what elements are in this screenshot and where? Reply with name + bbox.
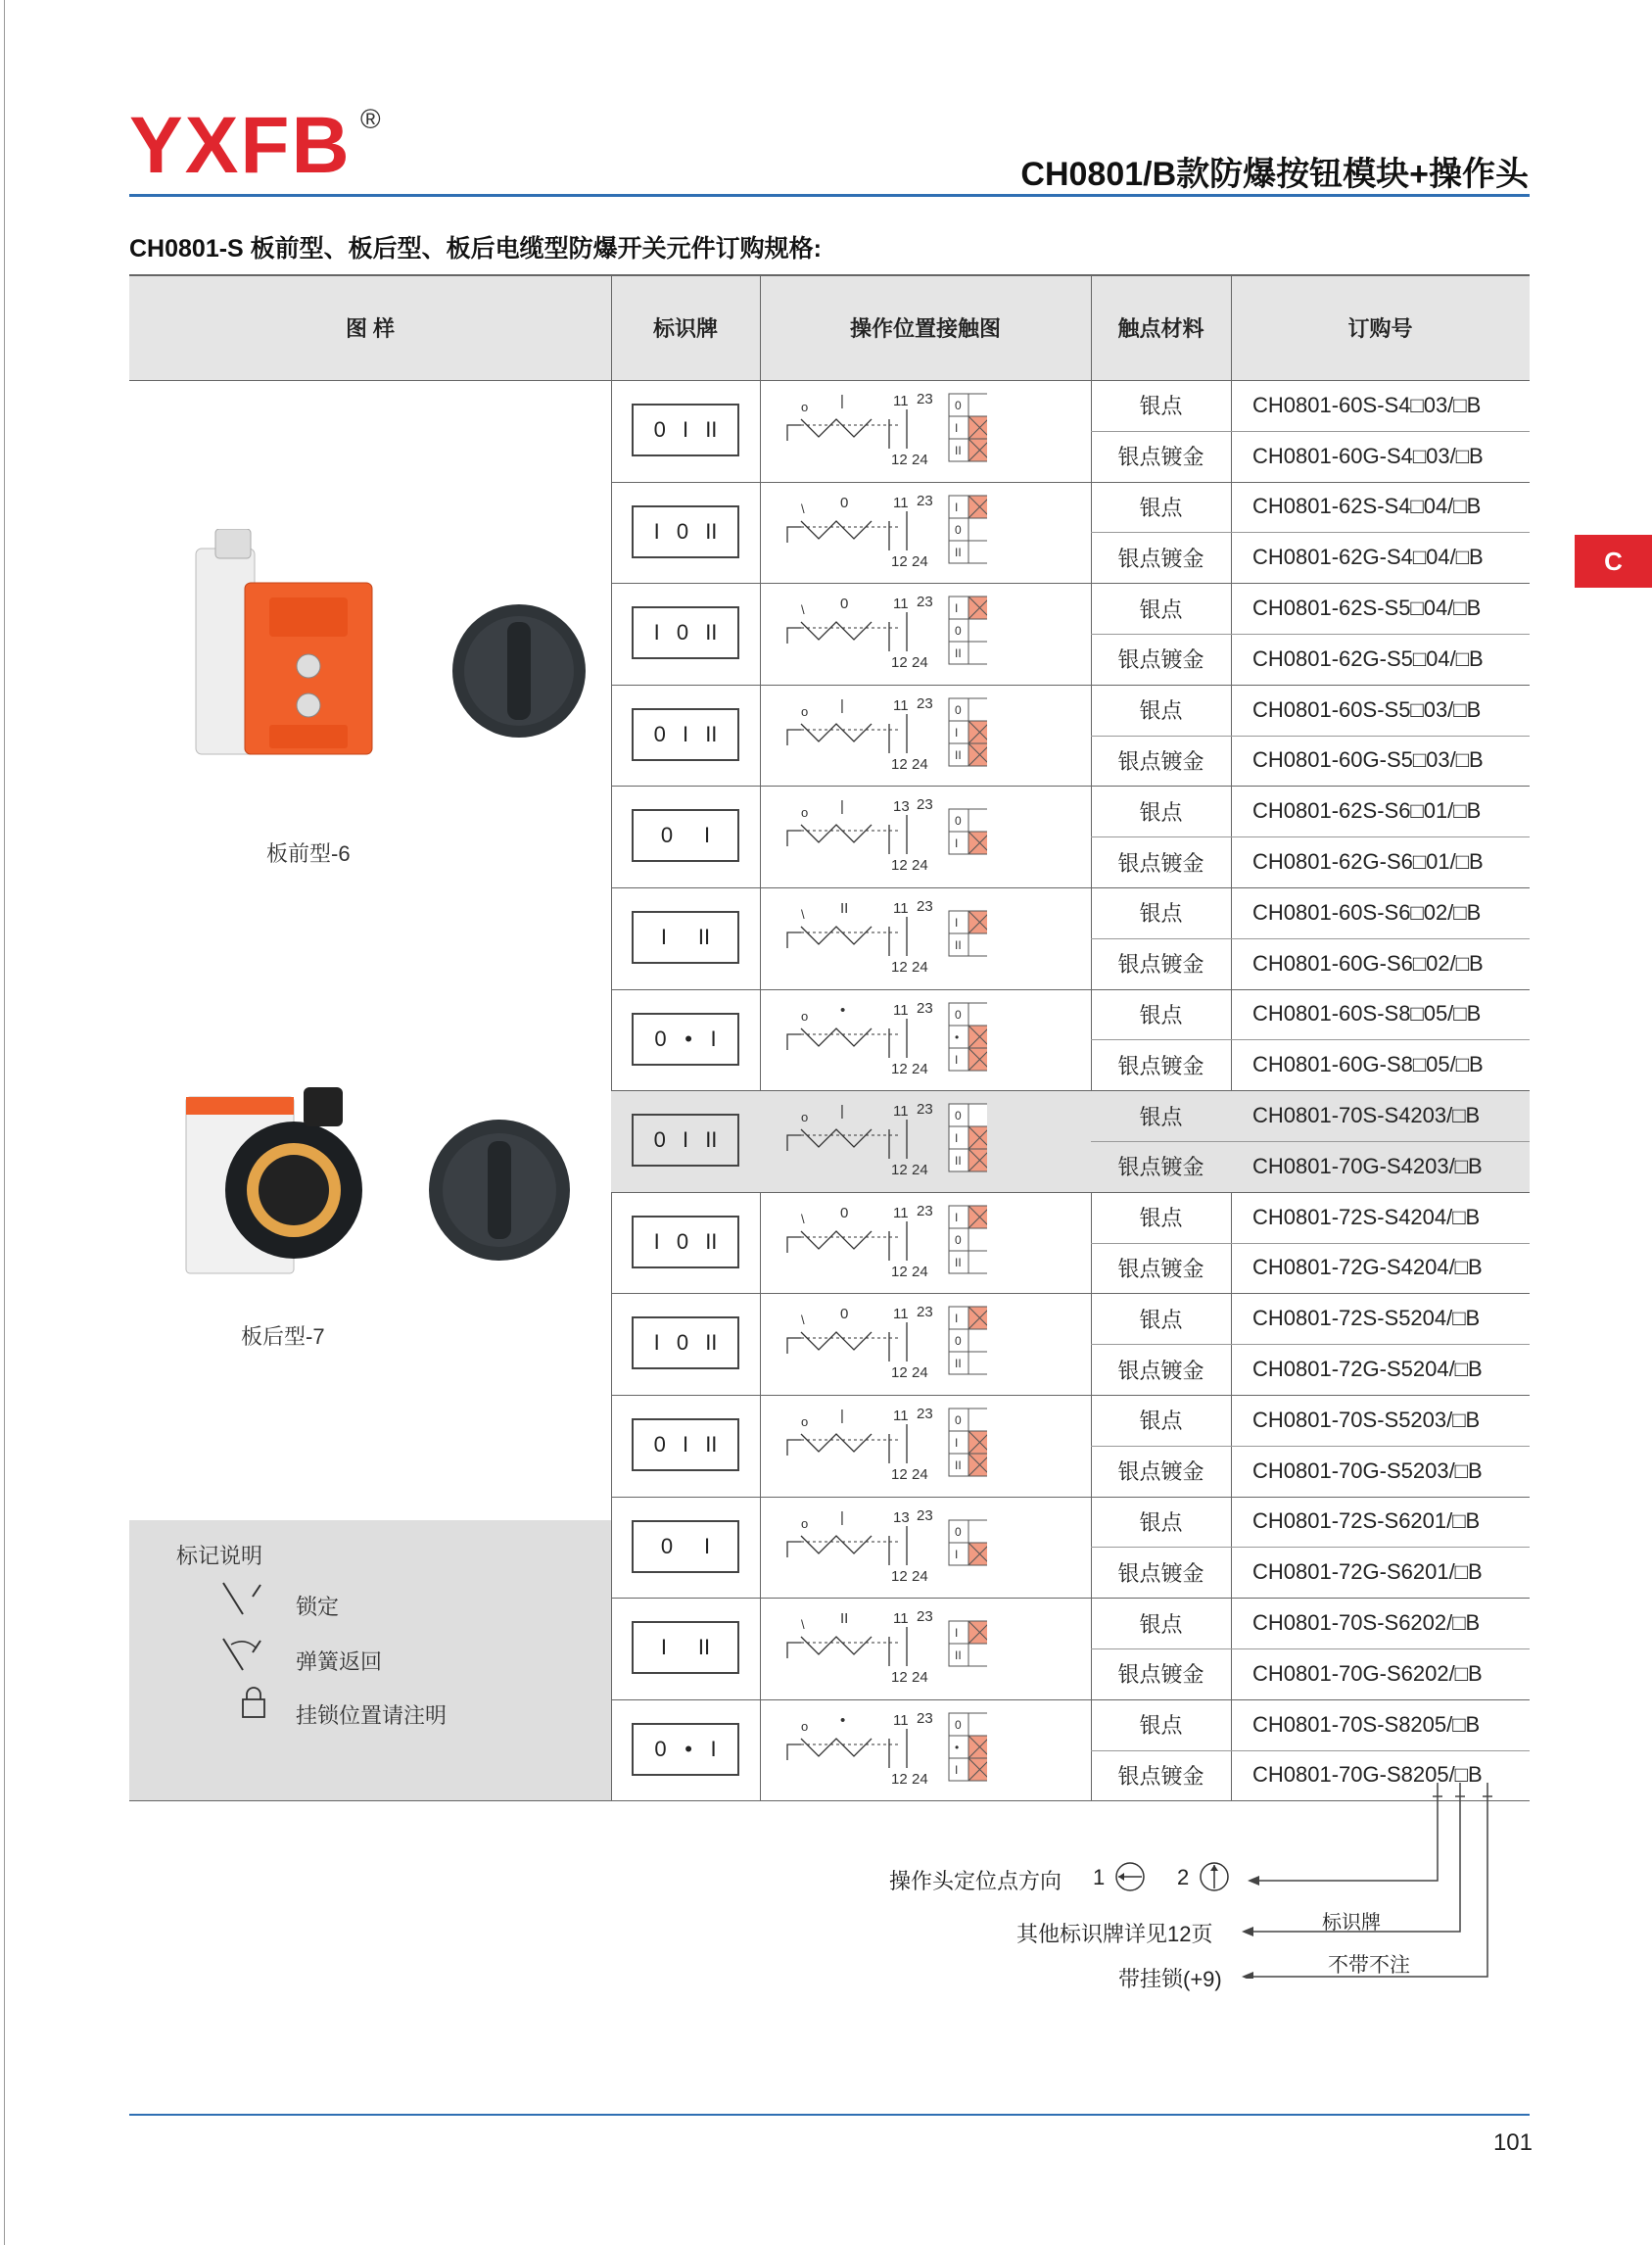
sign-symbol: II bbox=[705, 1127, 718, 1153]
sign-plate bbox=[632, 1013, 739, 1066]
sign-symbol: 0 bbox=[676, 1330, 689, 1356]
photo-label-rear: 板后型-7 bbox=[241, 1324, 325, 1349]
sign-plate bbox=[632, 404, 739, 456]
svg-text:0: 0 bbox=[840, 494, 849, 511]
svg-text:\: \ bbox=[801, 1313, 805, 1328]
sign-symbol: I bbox=[653, 620, 660, 645]
order-number: CH0801-70G-S4203/□B bbox=[1252, 1153, 1483, 1178]
sign-symbol: 0 bbox=[653, 721, 666, 746]
svg-text:II: II bbox=[955, 938, 962, 952]
svg-text:I: I bbox=[955, 1312, 959, 1326]
svg-text:0: 0 bbox=[955, 624, 962, 639]
order-number: CH0801-70S-S4203/□B bbox=[1252, 1103, 1481, 1128]
sign-plate bbox=[632, 1621, 739, 1674]
contact-diagram bbox=[762, 1090, 987, 1192]
svg-text:o: o bbox=[801, 1718, 809, 1734]
svg-text:12: 12 bbox=[891, 1669, 908, 1687]
table-header-2: 操作位置接触图 bbox=[760, 274, 1091, 380]
svg-text:I: I bbox=[955, 1210, 959, 1224]
photo-label-front: 板前型-6 bbox=[266, 841, 351, 866]
table-header-0: 图 样 bbox=[129, 274, 611, 380]
svg-text:11: 11 bbox=[893, 1610, 909, 1628]
svg-text:12: 12 bbox=[891, 959, 908, 976]
sign-symbol: II bbox=[697, 1635, 711, 1660]
contact-material: 银点 bbox=[1139, 799, 1183, 825]
svg-text:\: \ bbox=[801, 907, 805, 922]
svg-text:24: 24 bbox=[912, 959, 928, 976]
svg-text:|: | bbox=[840, 393, 844, 409]
svg-text:24: 24 bbox=[912, 1364, 928, 1382]
svg-text:I: I bbox=[955, 916, 959, 930]
order-number: CH0801-60G-S8□05/□B bbox=[1252, 1052, 1484, 1077]
order-number: CH0801-70G-S6202/□B bbox=[1252, 1660, 1483, 1686]
order-number: CH0801-62S-S5□04/□B bbox=[1252, 596, 1482, 621]
svg-text:o: o bbox=[801, 400, 809, 414]
sign-plate bbox=[632, 1418, 739, 1471]
svg-text:o: o bbox=[801, 1110, 809, 1125]
note-other-signs: 其他标识牌详见12页 bbox=[1016, 1922, 1213, 1946]
lock-symbol-icon bbox=[217, 1579, 276, 1618]
sign-symbol: 0 bbox=[653, 417, 666, 442]
legend-panel bbox=[129, 1520, 611, 1800]
svg-text:I: I bbox=[955, 1762, 959, 1777]
svg-text:I: I bbox=[955, 601, 959, 616]
order-number: CH0801-70G-S8205/□B bbox=[1252, 1762, 1483, 1788]
svg-text:0: 0 bbox=[955, 814, 962, 829]
legend-lock-label: 锁定 bbox=[296, 1595, 340, 1619]
page-title: CH0801/B款防爆按钮模块+操作头 bbox=[1020, 156, 1529, 193]
contact-material: 银点镀金 bbox=[1117, 1358, 1204, 1383]
svg-text:23: 23 bbox=[917, 391, 933, 407]
sign-symbol: 0 bbox=[676, 518, 689, 544]
sign-plate bbox=[632, 606, 739, 659]
svg-text:24: 24 bbox=[912, 1162, 928, 1179]
legend-spring-label: 弹簧返回 bbox=[296, 1649, 383, 1674]
svg-text:|: | bbox=[840, 1408, 844, 1424]
svg-text:o: o bbox=[801, 703, 809, 719]
sign-symbol: I bbox=[653, 1330, 660, 1356]
svg-text:11: 11 bbox=[893, 494, 909, 511]
svg-text:•: • bbox=[955, 1029, 960, 1044]
svg-text:0: 0 bbox=[955, 1524, 962, 1539]
sign-plate bbox=[632, 1114, 739, 1167]
spring-return-icon bbox=[217, 1635, 276, 1674]
rear-panel-module-photo bbox=[176, 1077, 588, 1283]
svg-text:24: 24 bbox=[912, 755, 928, 773]
sign-symbol: II bbox=[705, 721, 718, 746]
svg-text:II: II bbox=[955, 1154, 962, 1169]
svg-text:12: 12 bbox=[891, 1060, 908, 1077]
svg-text:|: | bbox=[840, 798, 844, 816]
sign-symbol: 0 bbox=[676, 620, 689, 645]
note-direction-option-2: 2 bbox=[1177, 1865, 1190, 1889]
svg-text:23: 23 bbox=[917, 694, 933, 712]
contact-material: 银点镀金 bbox=[1117, 647, 1204, 673]
contact-diagram bbox=[762, 380, 987, 482]
padlock-icon bbox=[239, 1685, 268, 1720]
svg-text:13: 13 bbox=[893, 798, 910, 816]
svg-text:•: • bbox=[840, 1001, 846, 1019]
table-header-4: 订购号 bbox=[1231, 274, 1530, 380]
svg-text:24: 24 bbox=[912, 857, 928, 875]
svg-text:23: 23 bbox=[917, 492, 933, 509]
contact-diagram bbox=[762, 786, 987, 887]
order-number: CH0801-72S-S5204/□B bbox=[1252, 1306, 1481, 1331]
svg-text:|: | bbox=[840, 696, 844, 714]
order-number: CH0801-60G-S4□03/□B bbox=[1252, 443, 1484, 468]
svg-text:0: 0 bbox=[840, 1204, 849, 1221]
svg-text:0: 0 bbox=[955, 399, 962, 412]
svg-text:o: o bbox=[801, 1008, 809, 1024]
sign-symbol: I bbox=[710, 1736, 717, 1761]
contact-diagram bbox=[762, 482, 987, 584]
svg-text:11: 11 bbox=[893, 696, 909, 714]
svg-text:11: 11 bbox=[893, 596, 909, 613]
svg-text:I: I bbox=[955, 1436, 959, 1450]
section-tab-c[interactable]: C bbox=[1575, 535, 1652, 588]
svg-text:23: 23 bbox=[917, 594, 933, 611]
contact-material: 银点 bbox=[1139, 394, 1183, 419]
sign-symbol: 0 bbox=[676, 1228, 689, 1254]
svg-text:11: 11 bbox=[893, 1408, 909, 1424]
svg-text:11: 11 bbox=[893, 1103, 909, 1121]
svg-text:o: o bbox=[801, 805, 809, 821]
order-number: CH0801-72S-S4204/□B bbox=[1252, 1204, 1481, 1229]
registered-mark: ® bbox=[360, 104, 381, 134]
svg-text:23: 23 bbox=[917, 1304, 933, 1321]
svg-text:24: 24 bbox=[912, 654, 928, 672]
svg-text:23: 23 bbox=[917, 1406, 933, 1422]
svg-text:12: 12 bbox=[891, 452, 908, 468]
order-number: CH0801-60S-S5□03/□B bbox=[1252, 696, 1482, 722]
svg-text:24: 24 bbox=[912, 1567, 928, 1585]
contact-material: 银点镀金 bbox=[1117, 850, 1204, 876]
direction-1-icon bbox=[1112, 1861, 1152, 1892]
svg-text:I: I bbox=[955, 1052, 959, 1067]
contact-material: 银点镀金 bbox=[1117, 1459, 1204, 1485]
svg-text:II: II bbox=[955, 1357, 962, 1371]
sign-plate bbox=[632, 1520, 739, 1573]
sign-symbol: I bbox=[710, 1026, 717, 1051]
svg-text:12: 12 bbox=[891, 1263, 908, 1280]
order-number: CH0801-60G-S6□02/□B bbox=[1252, 950, 1484, 976]
header-rule bbox=[129, 194, 1530, 197]
svg-text:I: I bbox=[955, 1131, 959, 1146]
sign-symbol: I bbox=[703, 823, 711, 848]
contact-material: 银点 bbox=[1139, 1713, 1183, 1739]
svg-text:23: 23 bbox=[917, 1101, 933, 1119]
svg-text:24: 24 bbox=[912, 1263, 928, 1280]
note-sign-code: 标识牌 bbox=[1322, 1912, 1381, 1934]
legend-title: 标记说明 bbox=[176, 1544, 263, 1568]
sign-plate bbox=[632, 708, 739, 761]
svg-text:24: 24 bbox=[912, 552, 928, 570]
sign-symbol: 0 bbox=[660, 823, 674, 848]
sign-plate bbox=[632, 1216, 739, 1268]
sign-symbol: • bbox=[684, 1026, 692, 1051]
svg-text:II: II bbox=[955, 1255, 962, 1269]
order-number: CH0801-62G-S6□01/□B bbox=[1252, 849, 1484, 875]
svg-text:I: I bbox=[955, 1547, 959, 1561]
legend-padlock-label: 挂锁位置请注明 bbox=[296, 1703, 448, 1728]
contact-material: 银点 bbox=[1139, 1409, 1183, 1434]
contact-material: 银点镀金 bbox=[1117, 546, 1204, 571]
svg-text:II: II bbox=[955, 747, 962, 762]
svg-text:0: 0 bbox=[955, 522, 962, 537]
sign-symbol: II bbox=[705, 1432, 718, 1457]
sign-symbol: II bbox=[705, 1330, 718, 1356]
svg-text:13: 13 bbox=[893, 1508, 910, 1526]
contact-diagram bbox=[762, 1293, 987, 1395]
front-panel-module-photo bbox=[186, 529, 597, 784]
svg-text:0: 0 bbox=[955, 1109, 962, 1123]
svg-text:11: 11 bbox=[893, 1711, 909, 1729]
svg-text:0: 0 bbox=[955, 1334, 962, 1349]
sign-symbol: I bbox=[703, 1533, 711, 1558]
svg-text:II: II bbox=[955, 545, 962, 559]
table-top-rule bbox=[129, 274, 1530, 276]
svg-text:12: 12 bbox=[891, 857, 908, 875]
contact-material: 银点镀金 bbox=[1117, 1256, 1204, 1281]
sign-symbol: II bbox=[705, 417, 718, 442]
svg-text:23: 23 bbox=[917, 1709, 933, 1727]
order-number: CH0801-70S-S8205/□B bbox=[1252, 1711, 1481, 1737]
contact-material: 银点镀金 bbox=[1117, 1053, 1204, 1078]
sign-symbol: 0 bbox=[654, 1736, 667, 1761]
page-number: 101 bbox=[1492, 2129, 1533, 2156]
svg-text:0: 0 bbox=[955, 1007, 962, 1022]
contact-material: 银点 bbox=[1139, 1611, 1183, 1637]
order-number: CH0801-62G-S4□04/□B bbox=[1252, 545, 1484, 570]
section-subtitle: CH0801-S 板前型、板后型、板后电缆型防爆开关元件订购规格: bbox=[129, 235, 822, 263]
svg-text:0: 0 bbox=[955, 1232, 962, 1247]
svg-text:0: 0 bbox=[955, 702, 962, 717]
svg-text:0: 0 bbox=[955, 1717, 962, 1732]
svg-text:12: 12 bbox=[891, 1364, 908, 1382]
svg-text:II: II bbox=[840, 900, 849, 917]
svg-text:23: 23 bbox=[917, 796, 933, 814]
contact-material: 银点 bbox=[1139, 698, 1183, 724]
sign-symbol: I bbox=[682, 417, 689, 442]
svg-text:II: II bbox=[955, 444, 962, 457]
svg-text:II: II bbox=[955, 1458, 962, 1472]
contact-material: 银点 bbox=[1139, 597, 1183, 622]
order-number: CH0801-62S-S4□04/□B bbox=[1252, 494, 1482, 519]
sign-plate bbox=[632, 1723, 739, 1776]
contact-diagram bbox=[762, 887, 987, 989]
svg-text:0: 0 bbox=[840, 596, 849, 613]
svg-text:I: I bbox=[955, 725, 959, 740]
contact-material: 银点 bbox=[1139, 1104, 1183, 1129]
contact-diagram bbox=[762, 583, 987, 685]
sign-symbol: II bbox=[705, 518, 718, 544]
sign-plate bbox=[632, 809, 739, 862]
svg-text:11: 11 bbox=[893, 393, 909, 409]
sign-symbol: • bbox=[684, 1736, 692, 1761]
svg-text:|: | bbox=[840, 1103, 844, 1121]
sign-symbol: 0 bbox=[653, 1127, 666, 1153]
sign-plate bbox=[632, 1316, 739, 1369]
order-number: CH0801-70G-S5203/□B bbox=[1252, 1457, 1483, 1483]
svg-text:12: 12 bbox=[891, 755, 908, 773]
order-number: CH0801-60S-S4□03/□B bbox=[1252, 392, 1482, 417]
svg-text:23: 23 bbox=[917, 1202, 933, 1219]
order-number: CH0801-72G-S6201/□B bbox=[1252, 1559, 1483, 1585]
svg-text:•: • bbox=[955, 1740, 960, 1754]
svg-text:24: 24 bbox=[912, 1770, 928, 1788]
table-header-1: 标识牌 bbox=[611, 274, 760, 380]
svg-text:12: 12 bbox=[891, 1567, 908, 1585]
svg-text:11: 11 bbox=[893, 1001, 909, 1019]
brand-logo: YXFB bbox=[129, 101, 352, 190]
contact-material: 银点 bbox=[1139, 1509, 1183, 1535]
contact-material: 银点 bbox=[1139, 901, 1183, 927]
contact-material: 银点 bbox=[1139, 495, 1183, 520]
order-number: CH0801-72G-S4204/□B bbox=[1252, 1255, 1483, 1280]
sign-symbol: I bbox=[682, 1127, 689, 1153]
contact-material: 银点镀金 bbox=[1117, 952, 1204, 978]
sign-symbol: I bbox=[682, 1432, 689, 1457]
svg-text:11: 11 bbox=[893, 1306, 909, 1323]
svg-text:23: 23 bbox=[917, 999, 933, 1017]
sign-symbol: I bbox=[682, 721, 689, 746]
order-number: CH0801-62G-S5□04/□B bbox=[1252, 645, 1484, 671]
contact-diagram bbox=[762, 1598, 987, 1699]
svg-text:•: • bbox=[840, 1711, 846, 1729]
contact-diagram bbox=[762, 1699, 987, 1801]
order-number: CH0801-60G-S5□03/□B bbox=[1252, 747, 1484, 773]
svg-text:12: 12 bbox=[891, 654, 908, 672]
svg-text:24: 24 bbox=[912, 452, 928, 468]
svg-text:o: o bbox=[801, 1515, 809, 1531]
sign-symbol: I bbox=[660, 1635, 668, 1660]
footer-rule bbox=[129, 2114, 1530, 2116]
svg-text:II: II bbox=[955, 646, 962, 661]
svg-text:23: 23 bbox=[917, 898, 933, 915]
order-number: CH0801-60S-S6□02/□B bbox=[1252, 899, 1482, 925]
svg-text:0: 0 bbox=[840, 1306, 849, 1323]
svg-text:I: I bbox=[955, 421, 959, 435]
sign-plate bbox=[632, 911, 739, 964]
note-padlock: 带挂锁(+9) bbox=[1118, 1967, 1222, 1991]
contact-material: 银点镀金 bbox=[1117, 445, 1204, 470]
column-divider bbox=[611, 274, 612, 1800]
svg-text:II: II bbox=[840, 1610, 849, 1628]
svg-text:0: 0 bbox=[955, 1413, 962, 1427]
sign-symbol: 0 bbox=[653, 1432, 666, 1457]
sign-symbol: I bbox=[660, 925, 668, 949]
svg-text:23: 23 bbox=[917, 1506, 933, 1524]
svg-text:\: \ bbox=[801, 1211, 805, 1226]
sign-symbol: II bbox=[705, 620, 718, 645]
note-direction: 操作头定位点方向 bbox=[889, 1869, 1062, 1893]
svg-text:24: 24 bbox=[912, 1060, 928, 1077]
contact-material: 银点镀金 bbox=[1117, 1662, 1204, 1688]
svg-text:12: 12 bbox=[891, 1162, 908, 1179]
contact-material: 银点镀金 bbox=[1117, 1155, 1204, 1180]
svg-text:o: o bbox=[801, 1414, 809, 1429]
svg-text:I: I bbox=[955, 1626, 959, 1641]
order-number: CH0801-60S-S8□05/□B bbox=[1252, 1001, 1482, 1027]
direction-2-icon bbox=[1197, 1861, 1236, 1892]
svg-text:11: 11 bbox=[893, 1204, 909, 1221]
order-number: CH0801-70S-S5203/□B bbox=[1252, 1407, 1481, 1432]
contact-diagram bbox=[762, 989, 987, 1091]
table-header-3: 触点材料 bbox=[1091, 274, 1231, 380]
sign-symbol: II bbox=[697, 925, 711, 949]
svg-text:II: II bbox=[955, 1648, 962, 1663]
contact-diagram bbox=[762, 1497, 987, 1599]
order-number: CH0801-72G-S5204/□B bbox=[1252, 1357, 1483, 1382]
column-divider bbox=[760, 274, 761, 1800]
sign-symbol: II bbox=[705, 1228, 718, 1254]
sign-symbol: 0 bbox=[660, 1533, 674, 1558]
sign-symbol: 0 bbox=[654, 1026, 667, 1051]
contact-diagram bbox=[762, 685, 987, 787]
svg-text:12: 12 bbox=[891, 1770, 908, 1788]
sign-symbol: I bbox=[653, 518, 660, 544]
contact-material: 银点镀金 bbox=[1117, 1763, 1204, 1789]
order-number: CH0801-62S-S6□01/□B bbox=[1252, 798, 1482, 824]
svg-text:I: I bbox=[955, 500, 959, 514]
contact-material: 银点 bbox=[1139, 1206, 1183, 1231]
sign-symbol: I bbox=[653, 1228, 660, 1254]
svg-text:\: \ bbox=[801, 1617, 805, 1633]
contact-material: 银点镀金 bbox=[1117, 748, 1204, 774]
contact-material: 银点镀金 bbox=[1117, 1560, 1204, 1586]
note-none: 不带不注 bbox=[1328, 1954, 1410, 1977]
order-number: CH0801-70S-S6202/□B bbox=[1252, 1610, 1481, 1636]
contact-material: 银点 bbox=[1139, 1307, 1183, 1332]
note-direction-option-1: 1 bbox=[1093, 1865, 1106, 1889]
sign-plate bbox=[632, 505, 739, 558]
svg-text:|: | bbox=[840, 1508, 844, 1526]
svg-text:\: \ bbox=[801, 501, 805, 516]
svg-text:11: 11 bbox=[893, 900, 909, 917]
svg-text:12: 12 bbox=[891, 552, 908, 570]
contact-material: 银点 bbox=[1139, 1002, 1183, 1027]
svg-text:24: 24 bbox=[912, 1669, 928, 1687]
contact-diagram bbox=[762, 1192, 987, 1294]
svg-text:24: 24 bbox=[912, 1466, 928, 1483]
order-number: CH0801-72S-S6201/□B bbox=[1252, 1508, 1481, 1534]
contact-diagram bbox=[762, 1395, 987, 1497]
svg-text:\: \ bbox=[801, 602, 805, 618]
svg-text:23: 23 bbox=[917, 1608, 933, 1626]
svg-text:12: 12 bbox=[891, 1466, 908, 1483]
svg-text:I: I bbox=[955, 836, 959, 851]
